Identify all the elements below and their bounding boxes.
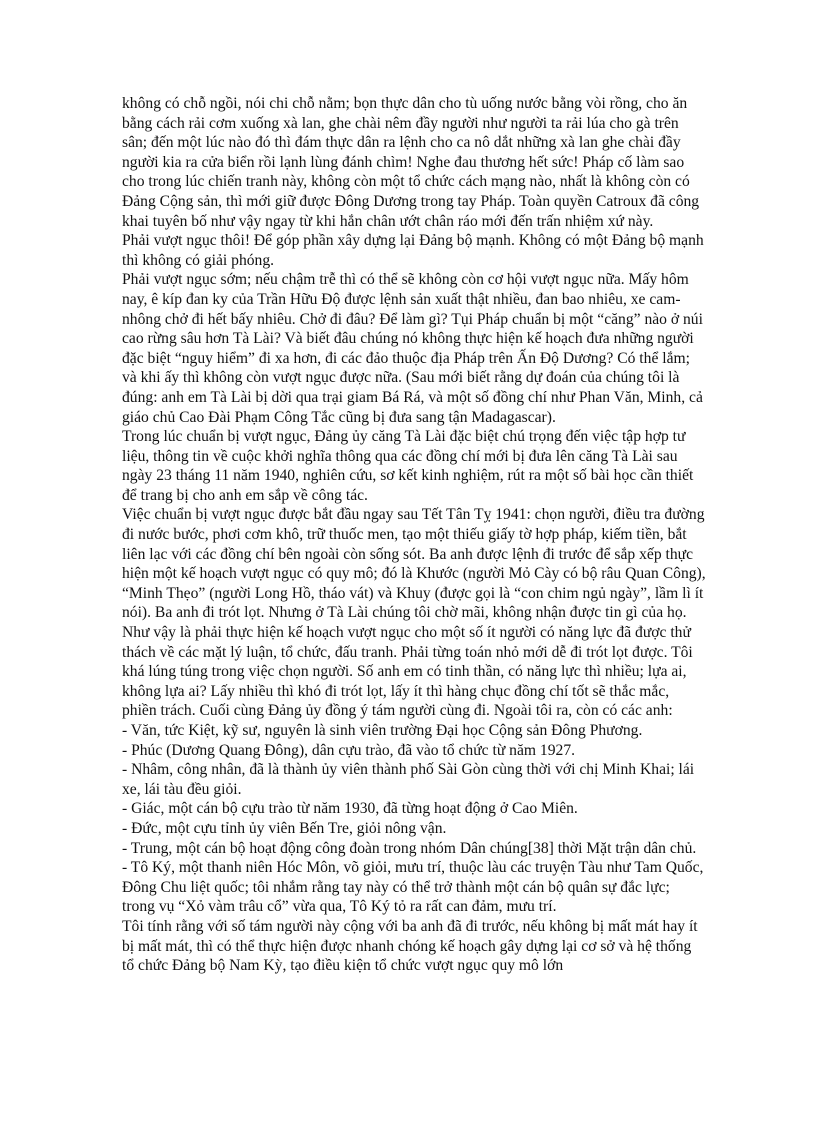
list-item: - Tô Ký, một thanh niên Hóc Môn, võ giỏi, mưu trí, thuộc làu các truyện Tàu như Tam Quốc, Đông Chu liệt quốc; tôi nhắm rằng tay này có thể trở thành một cán bộ quân sự đắc lực; trong vụ “Xỏ vàm trâu cổ” vừa qua, Tô Ký tỏ ra rất can đảm, mưu trí. [122,859,704,916]
paragraph: Trong lúc chuẩn bị vượt ngục, Đảng ủy căng Tà Lài đặc biệt chú trọng đến việc tập hợp tư liệu, thông tin về cuộc khởi nghĩa thông qua các đồng chí mới bị đưa lên căng Tà Lài sau ngày 23 tháng 11 năm 1940, nghiên cứu, sơ kết kinh nghiệm, rút ra một số bài học cần thiết để trang bị cho anh em sắp về công tác. [122,428,694,504]
list-item: - Trung, một cán bộ hoạt động công đoàn trong nhóm Dân chúng[38] thời Mặt trận dân chủ. [122,839,697,857]
paragraph: Việc chuẩn bị vượt ngục được bắt đầu ngay sau Tết Tân Tỵ 1941: chọn người, điều tra đường đi nước bước, phơi cơm khô, trữ thuốc men, tạo một thiếu giấy tờ hợp pháp, kiếm tiền, bắt liên lạc với các đồng chí bên ngoài còn sống sót. Ba anh được lệnh đi trước để sắp xếp thực hiện một kế hoạch vượt ngục có quy mô; đó là Khước (người Mỏ Cày có bộ râu Quan Công), “Minh Thẹo” (người Long Hồ, tháo vát) và Khuy (được gọi là “con chim ngủ ngày”, lầm lì ít nói). Ba anh đi trót lọt. Nhưng ở Tà Lài chúng tôi chờ mãi, không nhận được tin gì của họ. Như vậy là phải thực hiện kế hoạch vượt ngục cho một số ít người có năng lực đã được thử thách về các mặt lý luận, tổ chức, đấu tranh. Phải từng toán nhỏ mới dễ đi trót lọt được. Tôi khá lúng túng trong việc chọn người. Số anh em có tinh thần, có năng lực thì nhiều; lựa ai, không lựa ai? Lấy nhiều thì khó đi trót lọt, lấy ít thì hàng chục đồng chí tốt sẽ thắc mắc, phiền trách. Cuối cùng Đảng ủy đồng ý tám người cùng đi. Ngoài tôi ra, còn có các anh: [122,506,706,720]
closing-paragraph: Tôi tính rằng với số tám người này cộng với ba anh đã đi trước, nếu không bị mất mát hay ít bị mất mát, thì có thể thực hiện được nhanh chóng kế hoạch gây dựng lại cơ sở và hệ thống tổ chức Đảng bộ Nam Kỳ, tạo điều kiện tổ chức vượt ngục quy mô lớn [122,917,698,975]
list-item: - Văn, tức Kiệt, kỹ sư, nguyên là sinh viên trường Đại học Cộng sản Đông Phương. [122,722,643,739]
paragraph: Phải vượt ngục thôi! Để góp phần xây dựng lại Đảng bộ mạnh. Không có một Đảng bộ mạnh thì không có giải phóng. [122,232,704,269]
paragraph: không có chỗ ngồi, nói chi chỗ nằm; bọn thực dân cho tù uống nước bằng vòi rồng, cho ăn bằng cách rải cơm xuống xà lan, ghe chài nêm đầy người như người ta rải lúa cho gà trên sân; đến một lúc nào đó thì đám thực dân ra lệnh cho ca nô dắt những xà lan ghe chài đầy người kia ra cửa biển rồi lạnh lùng đánh chìm! Nghe đau thương hết sức! Pháp cố làm sao cho trong lúc chiến tranh này, không còn một tổ chức cách mạng nào, nhất là không còn có Đảng Cộng sản, thì mới giữ được Đông Dương trong tay Pháp. Toàn quyền Catroux đã công khai tuyên bố như vậy ngay từ khi hắn chân ướt chân ráo mới đến trấn nhiệm xứ này. [122,95,700,230]
list-item: - Đức, một cựu tỉnh ủy viên Bến Tre, giỏi nông vận. [122,819,447,837]
list-item: - Phúc (Dương Quang Đông), dân cựu trào, đã vào tổ chức từ năm 1927. [122,741,576,759]
list-item: - Nhâm, công nhân, đã là thành ủy viên thành phố Sài Gòn cùng thời với chị Minh Khai; lái xe, lái tàu đều giỏi. [122,761,695,798]
list-item: - Giác, một cán bộ cựu trào từ năm 1930, đã từng hoạt động ở Cao Miên. [122,800,578,818]
paragraph: Phải vượt ngục sớm; nếu chậm trễ thì có thể sẽ không còn cơ hội vượt ngục nữa. Mấy hôm nay, ê kíp đan ky của Trần Hữu Độ được lệnh sản xuất thật nhiều, đan bao nhiêu, xe cam-nhông chở đi hết bấy nhiêu. Chở đi đâu? Để làm gì? Tụi Pháp chuẩn bị một “căng” nào ở núi cao rừng sâu hơn Tà Lài? Và biết đâu chúng nó không thực hiện kế hoạch đưa những người đặc biệt “nguy hiểm” đi xa hơn, đi các đảo thuộc địa Pháp trên Ấn Độ Dương? Có thể lắm; và khi ấy thì không còn vượt ngục được nữa. (Sau mới biết rằng dự đoán của chúng tôi là đúng: anh em Tà Lài bị dời qua trại giam Bá Rá, và một số đồng chí như Phan Văn, Minh, cả giáo chủ Cao Đài Phạm Công Tắc cũng bị đưa sang tận Madagascar). [122,271,703,426]
comrade-list [122,721,706,917]
document-page [122,94,706,976]
